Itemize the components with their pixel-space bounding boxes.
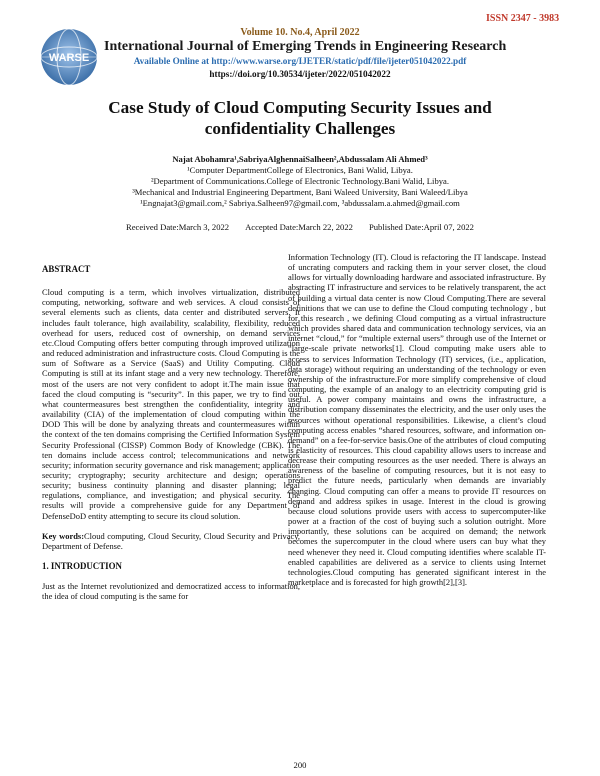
author-emails: ¹Engnajat3@gmail.com,² Sabriya.Salheen97@gmail.com, ³abdussalam.a.ahmed@gmail.com: [140, 198, 460, 208]
abstract-heading: ABSTRACT: [42, 264, 91, 274]
available-online-link[interactable]: Available Online at http://www.warse.org/IJETER/static/pdf/file/ijeter051042022.pdf: [133, 56, 467, 66]
right-column-text: Information Technology (IT). Cloud is refactoring the IT landscape. Instead of uncrating computers and racking them in your server closet, the cloud allows for virtually downloading hardware and associated infrastructure. By abstracting IT infrastructure and services to be relatively transparent, the act of building a virtual data center is now Cloud Computing.There are several definitions that we can use to define the Cloud computing technology , but for this research , we defining Cloud computing as a virtual infrastructure which provides shared data and communication technology services, via an internet “cloud,” for “multiple external users” through use of the Internet or “large-scale private networks[1]. Cloud computing make users able to access to services Information Technology (IT) services, (i.e., application, data storage) without requiring an understanding of the technology or even ownership of the infrastructure.For more simplify comprehensive of cloud computing, the example of an analogy to an electricity computing grid is useful. A power company maintains and owns the infrastructure, a distribution company disseminates the electricity, and the user only uses the resources without operational responsibilities. Likewise, a client’s cloud computing access enables “shared resources, software, and information on-demand” on a fee-for-service basis.One of the attributes of cloud computing is elasticity of resources. This cloud capability allows users to increase and decrease their computing resources as the user needed. There is always an awareness of the baseline of computing resources, but it is not easy to predict the future needs, particularly when demands are invariably changing. Cloud computing can offer a means to provide IT resources on demand and address spikes in usage. Interest in the cloud is growing because cloud solutions provide users with access to supercomputer-like power at a fraction of the cost of buying such a solution outright. More importantly, these solutions can be acquired on demand; the network becomes the supercomputer in the cloud where users can buy what they need whenever they need it. Cloud computing identifies where scalable IT-enabled capabilities are delivered as a service to clients using Internet technologies.Cloud computing has generated significant interest in the marketplace and is forecasted for high growth[2],[3].: [288, 252, 546, 587]
affiliation-2: ²Department of Communications.College of Electronic Technology.Bani Walid, Libya.: [150, 176, 449, 186]
right-column: [288, 252, 546, 587]
affiliation-3: ³Mechanical and Industrial Engineering Department, Bani Waleed University, Bani Waleed/Libya: [132, 187, 468, 197]
introduction-heading: 1. INTRODUCTION: [42, 561, 122, 572]
journal-title: International Journal of Emerging Trends in Engineering Research: [104, 39, 507, 54]
affiliation-1: ¹Computer DepartmentCollege of Electronics, Bani Walid, Libya.: [187, 165, 413, 175]
page-number: 200: [293, 760, 307, 770]
authors-line: Najat Abohamra¹,SabriyaAlghennaiSalheen²,Abdussalam Ali Ahmed³: [172, 154, 428, 164]
keywords-label: Key words:: [42, 530, 85, 541]
paper-title: Case Study of Cloud Computing Security Issues and confidentiality Challenges: [108, 98, 492, 138]
keywords: [42, 531, 300, 551]
accepted-date: Accepted Date:March 22, 2022: [245, 222, 353, 232]
doi-link[interactable]: https://doi.org/10.30534/ijeter/2022/051042022: [209, 69, 391, 79]
left-column: [42, 252, 300, 602]
received-date: Received Date:March 3, 2022: [126, 222, 230, 232]
publication-dates: [0, 222, 600, 232]
authors-block: [60, 154, 540, 209]
abstract-text: Cloud computing is a term, which involves virtualization, distributed computing, networking, software and web services. A cloud consists of several elements such as clients, data center and distributed servers. It includes fault tolerance, high availability, scalability, flexibility, reduced overhead for users, reduced cost of ownership, on demand services etc.Cloud Computing offers better computing through improved utilization and reduced administration and infrastructure costs. Cloud Computing is the sum of Software as a Service (SaaS) and Utility Computing. Cloud Computing is still at its infant stage and a very new technology. Therefore, most of the users are not very confident to adopt it.The main issue that faced the cloud computing is “security”. In this paper, we try to find out what countermeasures best strengthen the confidentiality, integrity and availability (CIA) of the implementation of cloud computing within the DOD This will be done by analyzing threats and countermeasures within the context of the ten domains comprising the Certified Information System Security Professional (CISSP) Common Body of Knowledge (CBK). The ten domains include access control; telecommunications and network security; information security governance and risk management; application security; cryptography; security architecture and design; operations security; business continuity planning and disaster planning; legal regulations, compliance, and investigation; and physical security. The results will provide a comprehensive guide for any Department of DefenseDoD entity attempting to secure its cloud solution.: [42, 287, 300, 521]
published-date: Published Date:April 07, 2022: [368, 222, 474, 232]
volume-info: Volume 10. No.4, April 2022: [240, 27, 360, 38]
introduction-text: Just as the Internet revolutionized and democratized access to information, the idea of cloud computing is the same for: [42, 581, 300, 602]
issn: ISSN 2347 - 3983: [486, 13, 560, 24]
keywords-text: Cloud computing, Cloud Security, Cloud Security and Privacy, Department of Defense.: [42, 530, 300, 551]
logo-text: WARSE: [48, 52, 90, 64]
